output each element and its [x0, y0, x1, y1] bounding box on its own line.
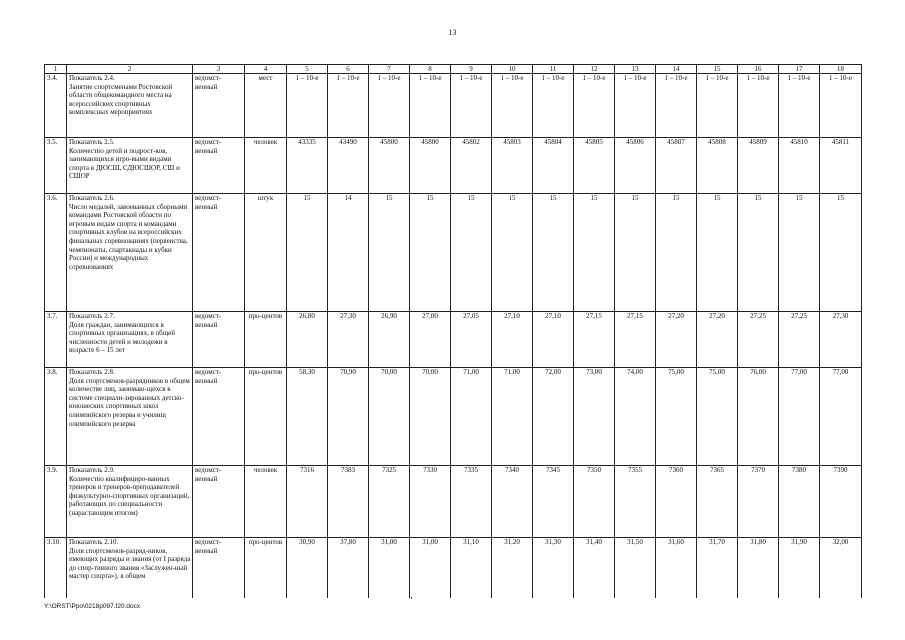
- indicator-type: ведомст-венный: [193, 312, 245, 368]
- year-value: 7365: [697, 466, 738, 538]
- year-value: 7355: [615, 466, 656, 538]
- indicator-type: ведомст-венный: [193, 138, 245, 194]
- indicator-type: ведомст-венный: [193, 74, 245, 138]
- indicator-description: Показатель 2.5. Количество детей и подрост-ков, занимающихся игро-выми видами спорта в ДЮСШ, СДЮСШОР, СШ и СШОР: [67, 138, 193, 194]
- year-value: 70,90: [328, 368, 369, 466]
- page-number: 13: [448, 28, 457, 37]
- year-value: 7383: [328, 466, 369, 538]
- year-value: 7350: [574, 466, 615, 538]
- year-value: 1 – 10-е: [820, 74, 862, 138]
- year-value: 45803: [492, 138, 533, 194]
- indicator-description: Показатель 2.6. Число медалей, завоеванных сборными командами Ростовской области по игровым видам спорта и командами спортивных клубов на всероссийских финальных соревнованиях (первенства, чемпионаты, спартакиады и кубки России) и международных соревнованиях: [67, 194, 193, 312]
- file-path-footer: Y:\ORST\Ppo\0218p097.f20.docx: [44, 603, 141, 610]
- year-value: 76,00: [738, 368, 779, 466]
- year-value: 26,80: [287, 312, 328, 368]
- table-row: [45, 368, 862, 466]
- column-header-16: 16: [738, 65, 779, 74]
- year-value: 27,25: [779, 312, 820, 368]
- unit-of-measure: про-центов: [245, 312, 287, 368]
- year-value: 45807: [656, 138, 697, 194]
- year-value: 15: [779, 194, 820, 312]
- year-value: 70,00: [369, 368, 410, 466]
- column-number-row: [45, 65, 862, 74]
- year-value: 15: [451, 194, 492, 312]
- year-value: 7345: [533, 466, 574, 538]
- year-value: 77,00: [779, 368, 820, 466]
- column-header-7: 7: [369, 65, 410, 74]
- year-value: 1 – 10-е: [656, 74, 697, 138]
- year-value: 15: [410, 194, 451, 312]
- year-value: 15: [738, 194, 779, 312]
- year-value: 31,60: [656, 538, 697, 599]
- column-header-5: 5: [287, 65, 328, 74]
- year-value: 75,00: [697, 368, 738, 466]
- year-value: 71,00: [492, 368, 533, 466]
- year-value: 31,70: [697, 538, 738, 599]
- year-value: 7325: [369, 466, 410, 538]
- year-value: 31,80: [738, 538, 779, 599]
- year-value: 31,40: [574, 538, 615, 599]
- year-value: 45805: [574, 138, 615, 194]
- row-number: 3.6.: [45, 194, 67, 312]
- year-value: 1 – 10-е: [328, 74, 369, 138]
- year-value: 7380: [779, 466, 820, 538]
- year-value: 31,00: [410, 538, 451, 599]
- table-row: [45, 138, 862, 194]
- year-value: 15: [533, 194, 574, 312]
- page-mark: [411, 597, 412, 599]
- indicator-description: Показатель 2.4. Занятие спортсменами Ростовской области общекомандного места на всероссийских спортивных комплексных мероприятиях: [67, 74, 193, 138]
- year-value: 27,15: [615, 312, 656, 368]
- indicator-type: ведомст-венный: [193, 368, 245, 466]
- row-number: 3.4.: [45, 74, 67, 138]
- year-value: 27,20: [697, 312, 738, 368]
- year-value: 27,00: [410, 312, 451, 368]
- table-row: [45, 194, 862, 312]
- year-value: 31,00: [369, 538, 410, 599]
- year-value: 27,25: [738, 312, 779, 368]
- year-value: 70,00: [410, 368, 451, 466]
- indicator-description: Показатель 2.8. Доля спортсменов-разрядников в общем количестве лиц, занимаю-щихся в системе специали-зированных детско-юношеских спортивных школ олимпийского резерва и училищ олимпийского резерва: [67, 368, 193, 466]
- year-value: 30,90: [287, 538, 328, 599]
- year-value: 1 – 10-е: [615, 74, 656, 138]
- column-header-1: 1: [45, 65, 67, 74]
- row-number: 3.7.: [45, 312, 67, 368]
- year-value: 45800: [410, 138, 451, 194]
- indicator-type: ведомст-венный: [193, 538, 245, 599]
- table-row: [45, 466, 862, 538]
- year-value: 26,90: [369, 312, 410, 368]
- column-header-2: 2: [67, 65, 193, 74]
- year-value: 43335: [287, 138, 328, 194]
- column-header-3: 3: [193, 65, 245, 74]
- column-header-17: 17: [779, 65, 820, 74]
- year-value: 27,30: [820, 312, 862, 368]
- year-value: 15: [369, 194, 410, 312]
- year-value: 14: [328, 194, 369, 312]
- column-header-8: 8: [410, 65, 451, 74]
- year-value: 7330: [410, 466, 451, 538]
- year-value: 1 – 10-е: [287, 74, 328, 138]
- row-number: 3.10.: [45, 538, 67, 599]
- year-value: 27,15: [574, 312, 615, 368]
- year-value: 45809: [738, 138, 779, 194]
- indicator-description: Показатель 2.7. Доля граждан, занимающихся в спортивных организациях, в общей численности детей и молодежи в возрасте 6 – 15 лет: [67, 312, 193, 368]
- column-header-18: 18: [820, 65, 862, 74]
- column-header-13: 13: [615, 65, 656, 74]
- year-value: 7316: [287, 466, 328, 538]
- year-value: 72,00: [533, 368, 574, 466]
- year-value: 1 – 10-е: [738, 74, 779, 138]
- column-header-15: 15: [697, 65, 738, 74]
- year-value: 73,00: [574, 368, 615, 466]
- unit-of-measure: человек: [245, 466, 287, 538]
- row-number: 3.8.: [45, 368, 67, 466]
- year-value: 37,80: [328, 538, 369, 599]
- year-value: 7390: [820, 466, 862, 538]
- indicator-type: ведомст-венный: [193, 194, 245, 312]
- year-value: 75,00: [656, 368, 697, 466]
- year-value: 58,30: [287, 368, 328, 466]
- indicator-type: ведомст-венный: [193, 466, 245, 538]
- year-value: 1 – 10-е: [410, 74, 451, 138]
- year-value: 1 – 10-е: [533, 74, 574, 138]
- unit-of-measure: человек: [245, 138, 287, 194]
- indicators-table: [44, 64, 862, 598]
- year-value: 27,10: [533, 312, 574, 368]
- year-value: 7335: [451, 466, 492, 538]
- year-value: 45800: [369, 138, 410, 194]
- year-value: 15: [615, 194, 656, 312]
- year-value: 7340: [492, 466, 533, 538]
- unit-of-measure: про-центов: [245, 368, 287, 466]
- year-value: 45811: [820, 138, 862, 194]
- year-value: 15: [287, 194, 328, 312]
- column-header-10: 10: [492, 65, 533, 74]
- year-value: 7360: [656, 466, 697, 538]
- year-value: 43490: [328, 138, 369, 194]
- year-value: 31,90: [779, 538, 820, 599]
- year-value: 1 – 10-е: [574, 74, 615, 138]
- year-value: 45808: [697, 138, 738, 194]
- column-header-12: 12: [574, 65, 615, 74]
- column-header-6: 6: [328, 65, 369, 74]
- year-value: 15: [697, 194, 738, 312]
- year-value: 15: [492, 194, 533, 312]
- indicators-table-container: [44, 64, 862, 598]
- year-value: 15: [820, 194, 862, 312]
- year-value: 15: [656, 194, 697, 312]
- year-value: 74,00: [615, 368, 656, 466]
- year-value: 1 – 10-е: [492, 74, 533, 138]
- table-row: [45, 312, 862, 368]
- year-value: 45804: [533, 138, 574, 194]
- year-value: 31,50: [615, 538, 656, 599]
- year-value: 27,05: [451, 312, 492, 368]
- year-value: 1 – 10-е: [369, 74, 410, 138]
- table-row: [45, 538, 862, 599]
- year-value: 45806: [615, 138, 656, 194]
- indicator-description: Показатель 2.10. Доля спортсменов-разряд-ников, имеющих разряды и звания (от I разряда до спор-тивного звания «Заслужен-ный мастер спорта»), в общем: [67, 538, 193, 599]
- year-value: 45810: [779, 138, 820, 194]
- column-header-9: 9: [451, 65, 492, 74]
- year-value: 7370: [738, 466, 779, 538]
- year-value: 1 – 10-е: [697, 74, 738, 138]
- year-value: 15: [574, 194, 615, 312]
- year-value: 27,10: [492, 312, 533, 368]
- year-value: 1 – 10-е: [779, 74, 820, 138]
- column-header-4: 4: [245, 65, 287, 74]
- year-value: 1 – 10-е: [451, 74, 492, 138]
- year-value: 27,20: [656, 312, 697, 368]
- row-number: 3.9.: [45, 466, 67, 538]
- year-value: 71,00: [451, 368, 492, 466]
- year-value: 31,30: [533, 538, 574, 599]
- year-value: 31,20: [492, 538, 533, 599]
- row-number: 3.5.: [45, 138, 67, 194]
- unit-of-measure: штук: [245, 194, 287, 312]
- year-value: 27,30: [328, 312, 369, 368]
- year-value: 32,00: [820, 538, 862, 599]
- year-value: 77,00: [820, 368, 862, 466]
- year-value: 45802: [451, 138, 492, 194]
- table-row: [45, 74, 862, 138]
- year-value: 31,10: [451, 538, 492, 599]
- indicator-description: Показатель 2.9. Количество квалифициро-ванных тренеров и тренеров-преподавателей физкультурно-спортивных организаций, работающих по специальности (нарастающим итогом): [67, 466, 193, 538]
- column-header-11: 11: [533, 65, 574, 74]
- unit-of-measure: про-центов: [245, 538, 287, 599]
- column-header-14: 14: [656, 65, 697, 74]
- unit-of-measure: мест: [245, 74, 287, 138]
